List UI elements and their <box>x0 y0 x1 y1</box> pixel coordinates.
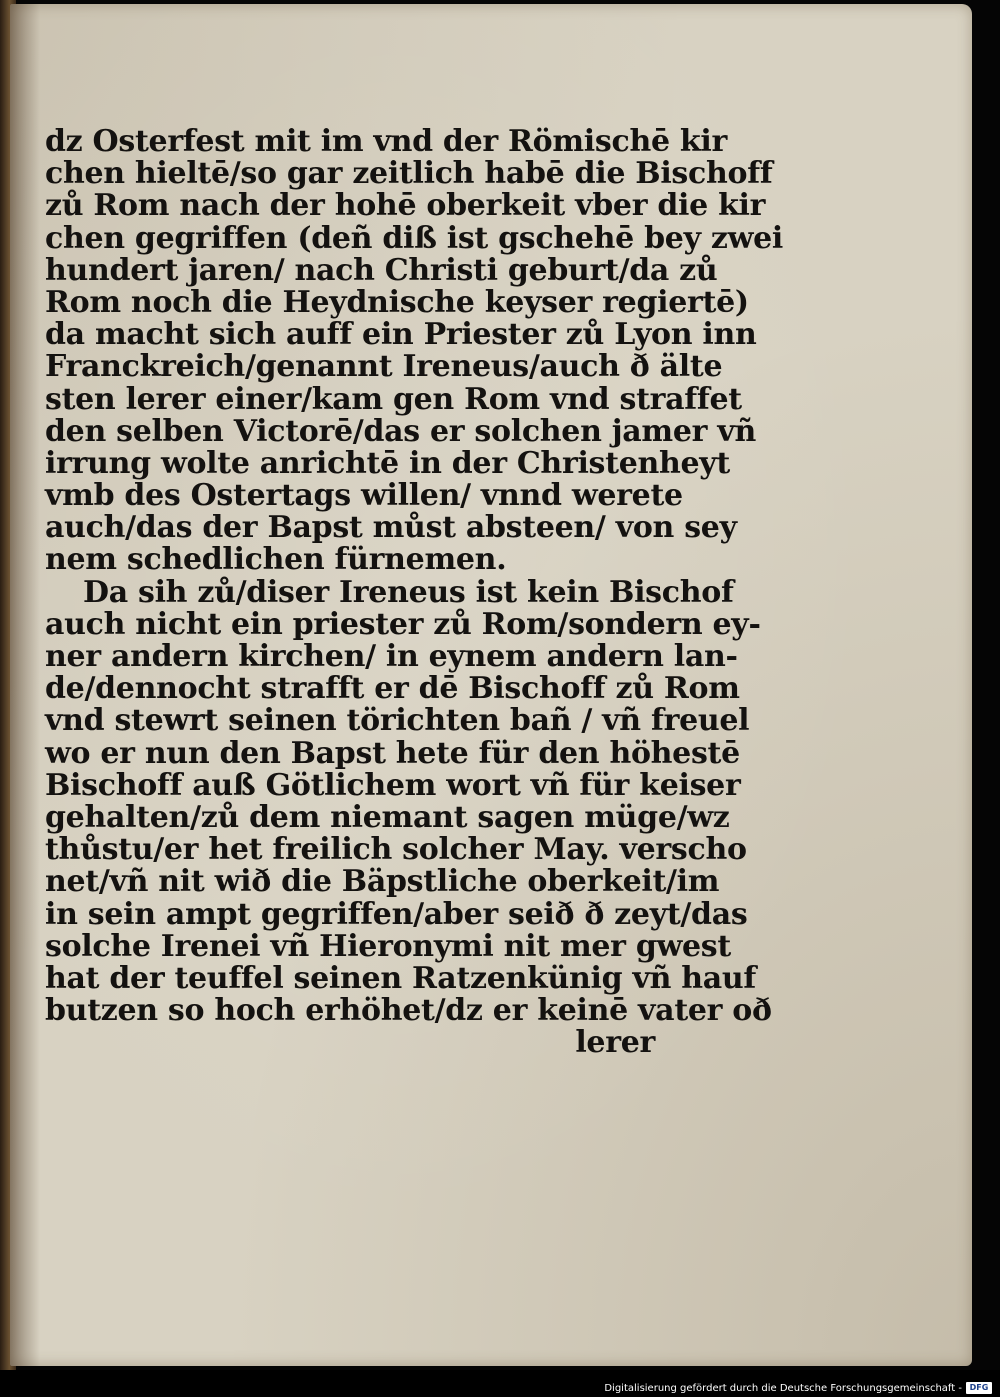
dfg-logo-icon: DFG <box>966 1382 992 1394</box>
text-line: net/vñ nit wið die Bäpstliche oberkeit/im <box>45 864 720 900</box>
text-line: butzen so hoch erhöhet/dz er keinē vater oð <box>45 993 772 1029</box>
text-line: nem schedlichen fürnemen. <box>45 542 507 578</box>
text-line: chen gegriffen (deñ diß ist gschehē bey zwei <box>45 220 783 256</box>
text-line: wo er nun den Bapst hete für den höhestē <box>45 735 740 771</box>
text-line: gehalten/zů dem niemant sagen müge/wz <box>45 799 730 835</box>
text-line: Franckreich/genannt Ireneus/auch ð älte <box>45 349 723 385</box>
text-line: auch nicht ein priester zů Rom/sondern ey- <box>45 606 761 642</box>
text-line: zů Rom nach der hohē oberkeit vber die kir <box>45 188 766 224</box>
text-line: den selben Victorē/das er solchen jamer vñ <box>45 413 756 449</box>
text-line: in sein ampt gegriffen/aber seið ð zeyt/das <box>45 896 748 932</box>
text-line: chen hieltē/so gar zeitlich habē die Bischoff <box>45 156 773 192</box>
text-line: hundert jaren/ nach Christi geburt/da zů <box>45 252 718 288</box>
text-line: ner andern kirchen/ in eynem andern lan- <box>45 639 738 674</box>
text-line: irrung wolte anrichtē in der Christenheyt <box>45 445 730 481</box>
text-line: sten lerer einer/kam gen Rom vnd straffet <box>45 381 742 417</box>
text-line: de/dennocht strafft er dē Bischoff zů Rom <box>45 671 740 707</box>
text-line: vnd stewrt seinen törichten bañ / vñ freuel <box>45 703 750 739</box>
page-text-block <box>45 124 783 1061</box>
catchword: lerer <box>575 1025 655 1061</box>
text-line: dz Osterfest mit im vnd der Römischē kir <box>45 124 727 159</box>
text-line: Bischoff auß Götlichem wort vñ für keiser <box>45 767 741 803</box>
text-line: da macht sich auff ein Priester zů Lyon inn <box>45 317 757 353</box>
paragraph-start-line: Da sih zů/diser Ireneus ist kein Bischof <box>83 574 734 610</box>
gutter-shadow <box>10 4 40 1366</box>
text-line: solche Irenei vñ Hieronymi nit mer gwest <box>45 928 731 964</box>
text-line: thůstu/er het freilich solcher May. verscho <box>45 832 747 868</box>
text-line: hat der teuffel seinen Ratzenkünig vñ hauf <box>45 960 757 996</box>
text-line: Rom noch die Heydnische keyser regiertē) <box>45 284 749 320</box>
text-line: auch/das der Bapst můst absteen/ von sey <box>45 510 737 546</box>
text-line: vmb des Ostertags willen/ vnnd werete <box>45 478 683 514</box>
funding-notice: Digitalisierung gefördert durch die Deutsche Forschungsgemeinschaft - <box>604 1383 962 1394</box>
